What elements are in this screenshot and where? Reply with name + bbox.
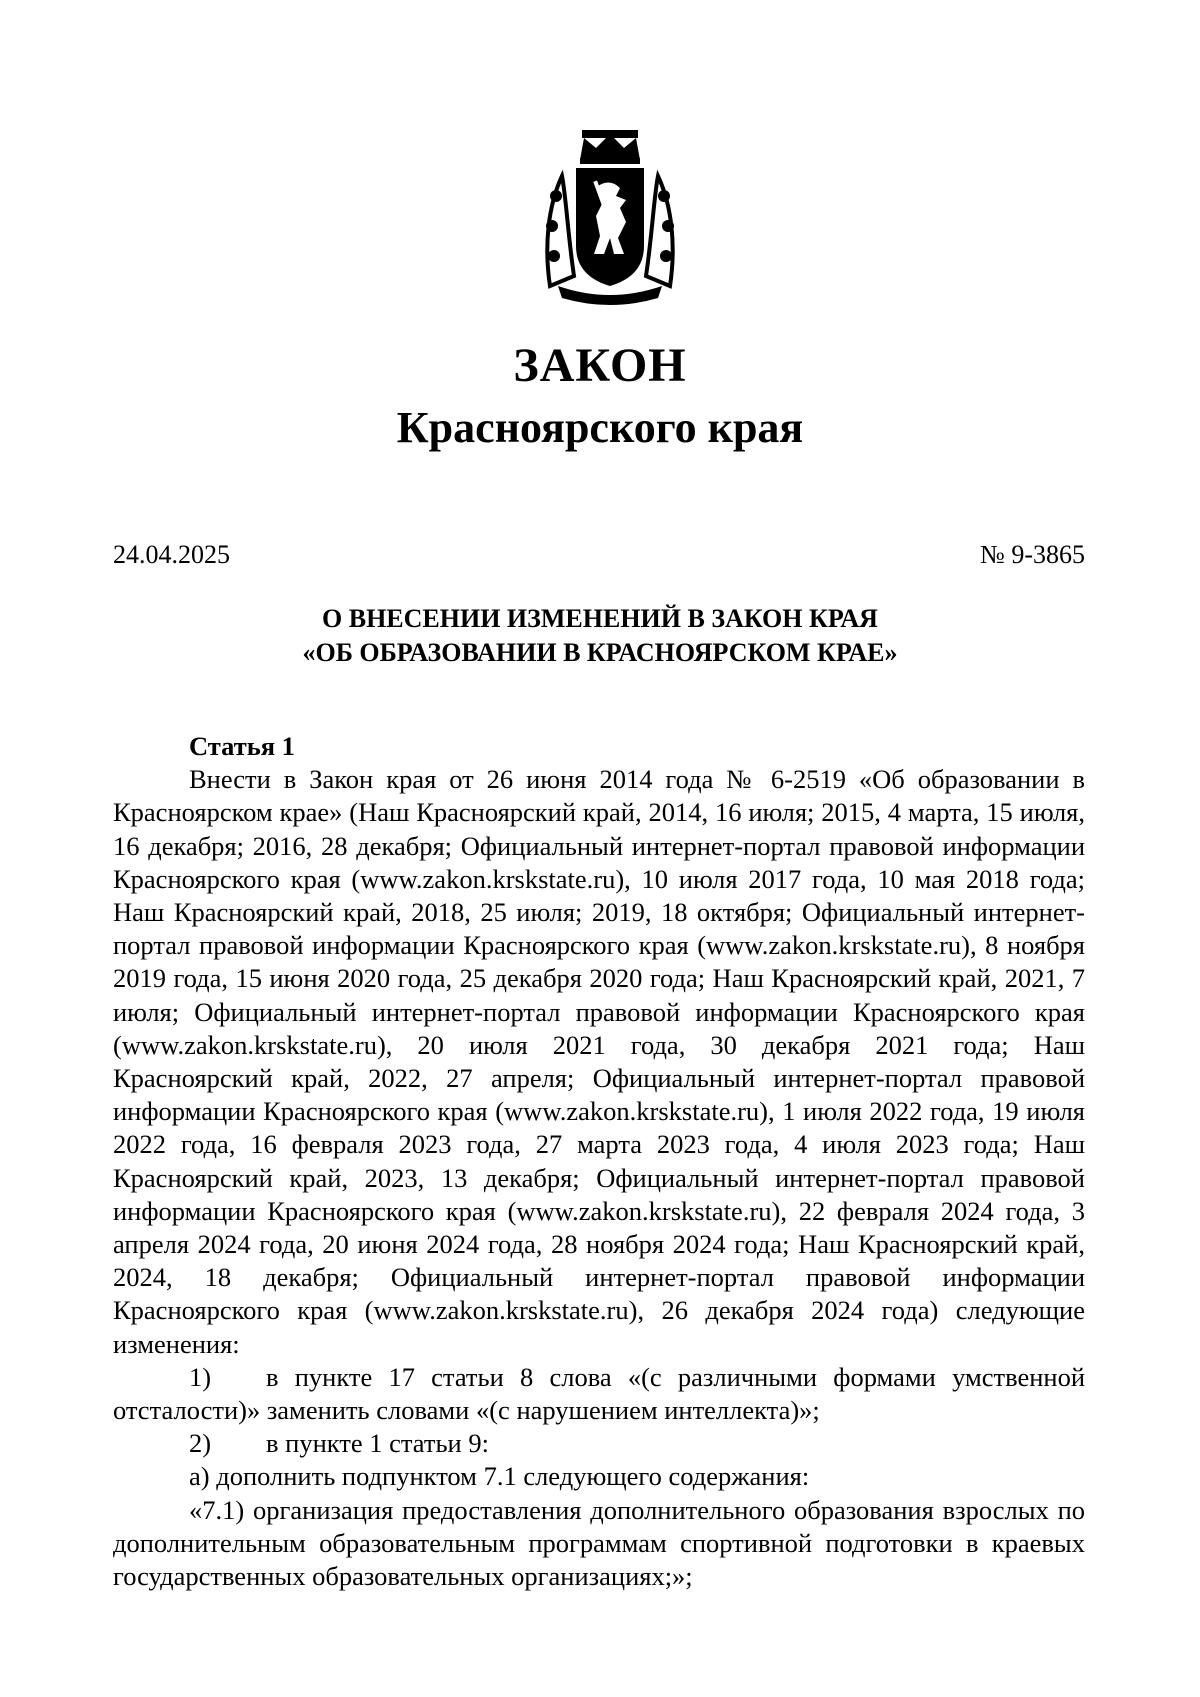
list-item-text: в пункте 17 статьи 8 слова «(с различными формами умственной отсталости)» заменить словами «(с нарушением интеллекта)»; [113,1361,1085,1426]
quoted-text: «7.1) организация предоставления дополнительного образования взрослых по дополнительным образовательным программам спортивной подготовки в краевых государственных образовательных организациях;»; [113,1494,1085,1592]
article-title: Статья 1 [189,731,295,761]
list-item [113,1361,1085,1427]
law-heading-line-2: «ОБ ОБРАЗОВАНИИ В КРАСНОЯРСКОМ КРАЕ» [302,638,898,667]
list-item-text: в пункте 1 статьи 9: [266,1428,489,1459]
coat-of-arms-icon [540,126,680,306]
sub-item-a: а) дополнить подпунктом 7.1 следующего содержания: [189,1461,810,1492]
list-item [113,1427,1085,1460]
list-item-number: 1) [189,1361,212,1392]
document-subtitle: Красноярского края [396,403,804,452]
list-item-number: 2) [189,1428,212,1459]
document-number: № 9-3865 [980,540,1085,569]
law-heading-line-1: О ВНЕСЕНИИ ИЗМЕНЕНИЙ В ЗАКОН КРАЯ [322,604,878,633]
document-body [113,730,1085,1593]
article-intro: Внести в Закон края от 26 июня 2014 года № 6-2519 «Об образовании в Красноярском крае» (Наш Красноярский край, 2014, 16 июля; 2015, 4 марта, 15 июля, 16 декабря; 2016, 28 декабря; Официальный интернет-портал правовой информации Красноярского края (www.zakon.krskstate.ru), 10 июля 2017 года, 10 мая 2018 года; Наш Красноярский край, 2018, 25 июля; 2019, 18 октября; Официальный интернет-портал правовой информации Красноярского края (www.zakon.krskstate.ru), 8 ноября 2019 года, 15 июня 2020 года, 25 декабря 2020 года; Наш Красноярский край, 2021, 7 июля; Официальный интернет-портал правовой информации Красноярского края (www.zakon.krskstate.ru), 20 июля 2021 года, 30 декабря 2021 года; Наш Красноярский край, 2022, 27 апреля; Официальный интернет-портал правовой информации Красноярского края (www.zakon.krskstate.ru), 1 июля 2022 года, 19 июля 2022 года, 16 февраля 2023 года, 27 марта 2023 года, 4 июля 2023 года; Наш Красноярский край, 2023, 13 декабря; Официальный интернет-портал правовой информации Красноярского края (www.zakon.krskstate.ru), 22 февраля 2024 года, 3 апреля 2024 года, 20 июня 2024 года, 28 ноября 2024 года; Наш Красноярский край, 2024, 18 декабря; Официальный интернет-портал правовой информации Красноярского края (www.zakon.krskstate.ru), 26 декабря 2024 года) следующие изменения: [113,764,1085,1359]
document-title: ЗАКОН [513,339,687,392]
document-date: 24.04.2025 [113,540,230,569]
